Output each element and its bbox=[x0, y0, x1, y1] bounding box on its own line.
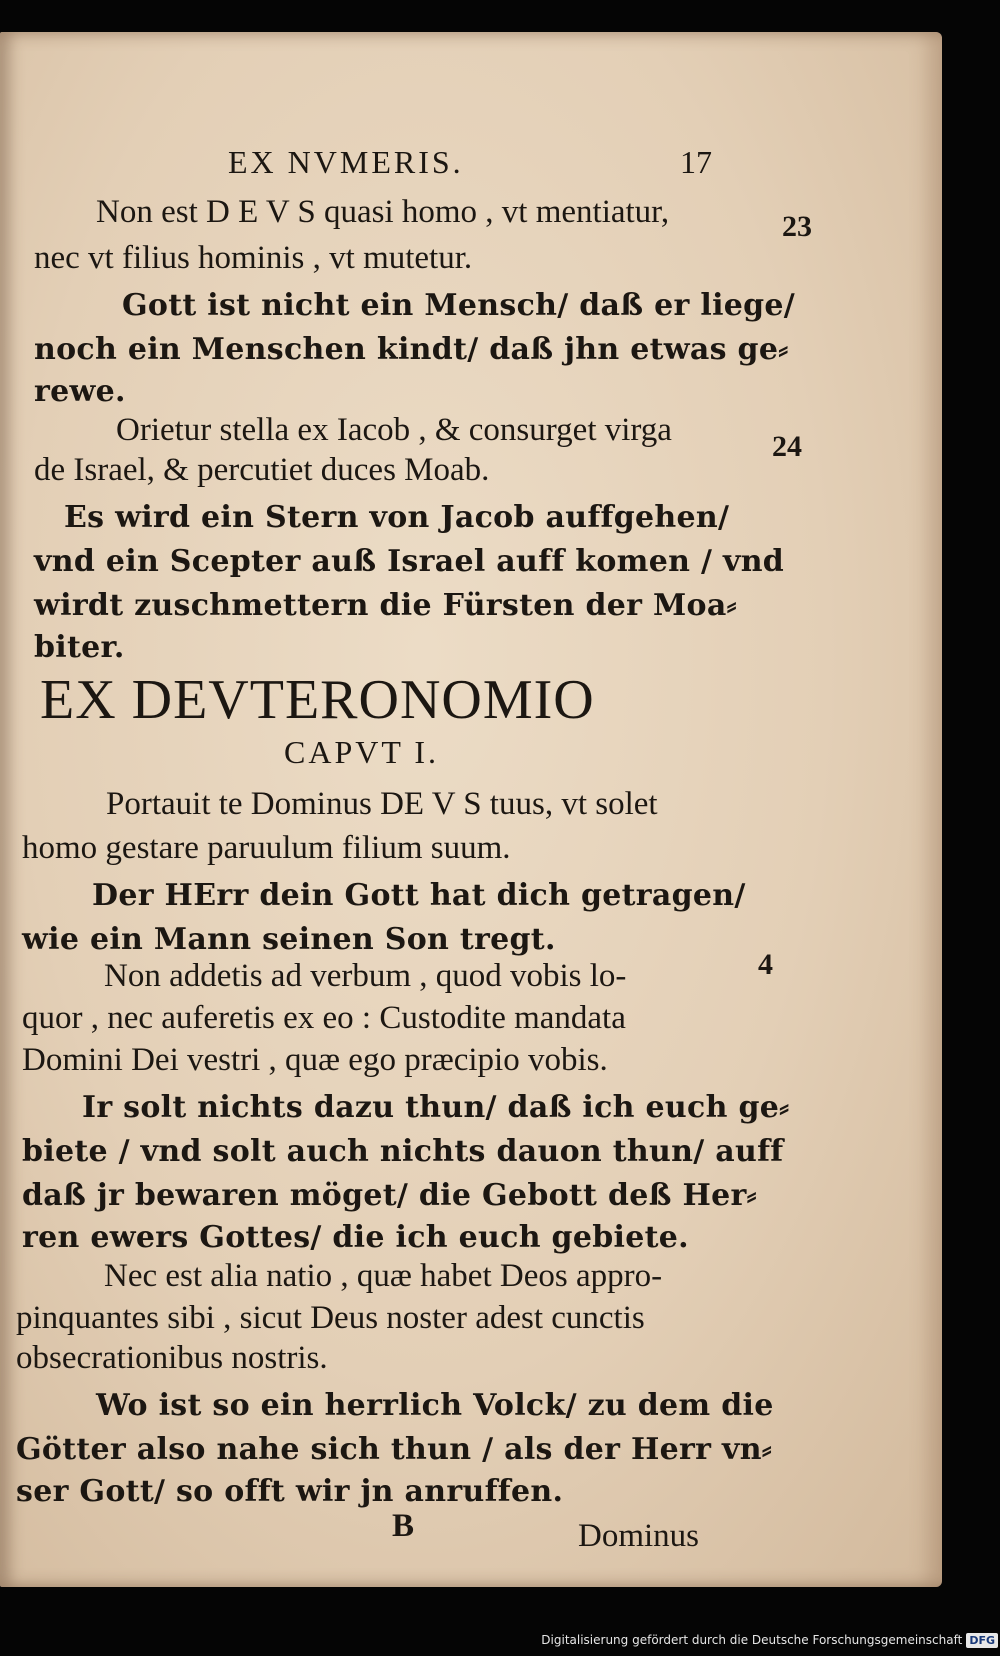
text-line: Non addetis ad verbum , quod vobis lo- bbox=[104, 958, 627, 994]
text-line: obsecrationibus nostris. bbox=[16, 1340, 328, 1376]
book-page bbox=[0, 32, 942, 1587]
text-line: Gott ist nicht ein Mensch/ daß er liege/ bbox=[122, 288, 796, 323]
dfg-logo: DFG bbox=[966, 1633, 998, 1648]
text-line: Wo ist so ein herrlich Volck/ zu dem die bbox=[96, 1388, 774, 1423]
text-line: Portauit te Dominus DE V S tuus, vt solet bbox=[106, 786, 658, 822]
digitization-note: Digitalisierung gefördert durch die Deutsche Forschungsgemeinschaft bbox=[541, 1633, 963, 1647]
running-title: EX NVMERIS. bbox=[228, 144, 464, 180]
text-line: wirdt zuschmettern die Fürsten der Moa⸗ bbox=[34, 588, 737, 623]
text-line: wie ein Mann seinen Son tregt. bbox=[22, 922, 556, 957]
text-line: biete / vnd solt auch nichts dauon thun/ auff bbox=[22, 1134, 784, 1169]
text-line: Domini Dei vestri , quæ ego præcipio vobis. bbox=[22, 1042, 608, 1078]
text-line: ren ewers Gottes/ die ich euch gebiete. bbox=[22, 1220, 689, 1255]
text-line: Orietur stella ex Iacob , & consurget virga bbox=[116, 412, 672, 448]
text-line: quor , nec auferetis ex eo : Custodite mandata bbox=[22, 1000, 626, 1036]
text-line: ser Gott/ so offt wir jn anruffen. bbox=[16, 1474, 564, 1509]
text-line: Der HErr dein Gott hat dich getragen/ bbox=[92, 878, 746, 913]
text-line: homo gestare paruulum filium suum. bbox=[22, 830, 511, 866]
text-line: nec vt filius hominis , vt mutetur. bbox=[34, 240, 473, 276]
text-line: pinquantes sibi , sicut Deus noster adest cunctis bbox=[16, 1300, 645, 1336]
text-line: vnd ein Scepter auß Israel auff komen / vnd bbox=[34, 544, 785, 579]
text-line: noch ein Menschen kindt/ daß jhn etwas ge⸗ bbox=[34, 332, 789, 367]
page-number: 17 bbox=[680, 144, 712, 180]
catchword: Dominus bbox=[578, 1518, 700, 1554]
verse-number: 4 bbox=[758, 948, 773, 981]
text-line: rewe. bbox=[34, 374, 126, 409]
text-line: de Israel, & percutiet duces Moab. bbox=[34, 452, 490, 488]
digitization-footer bbox=[541, 1630, 998, 1650]
text-line: Götter also nahe sich thun / als der Herr vn⸗ bbox=[16, 1432, 773, 1467]
signature-mark: B bbox=[392, 1508, 415, 1544]
verse-number: 23 bbox=[782, 210, 812, 243]
text-line: daß jr bewaren möget/ die Gebott deß Her⸗ bbox=[22, 1178, 757, 1213]
chapter-heading: CAPVT I. bbox=[284, 734, 439, 770]
text-line: Es wird ein Stern von Jacob auffgehen/ bbox=[64, 500, 730, 535]
page-text bbox=[0, 32, 942, 1587]
text-line: biter. bbox=[34, 630, 125, 665]
verse-number: 24 bbox=[772, 430, 802, 463]
text-line: Non est D E V S quasi homo , vt mentiatur, bbox=[96, 194, 670, 230]
text-line: Ir solt nichts dazu thun/ daß ich euch ge⸗ bbox=[82, 1090, 790, 1125]
section-heading: EX DEVTERONOMIO bbox=[40, 669, 595, 731]
text-line: Nec est alia natio , quæ habet Deos appro- bbox=[104, 1258, 663, 1294]
